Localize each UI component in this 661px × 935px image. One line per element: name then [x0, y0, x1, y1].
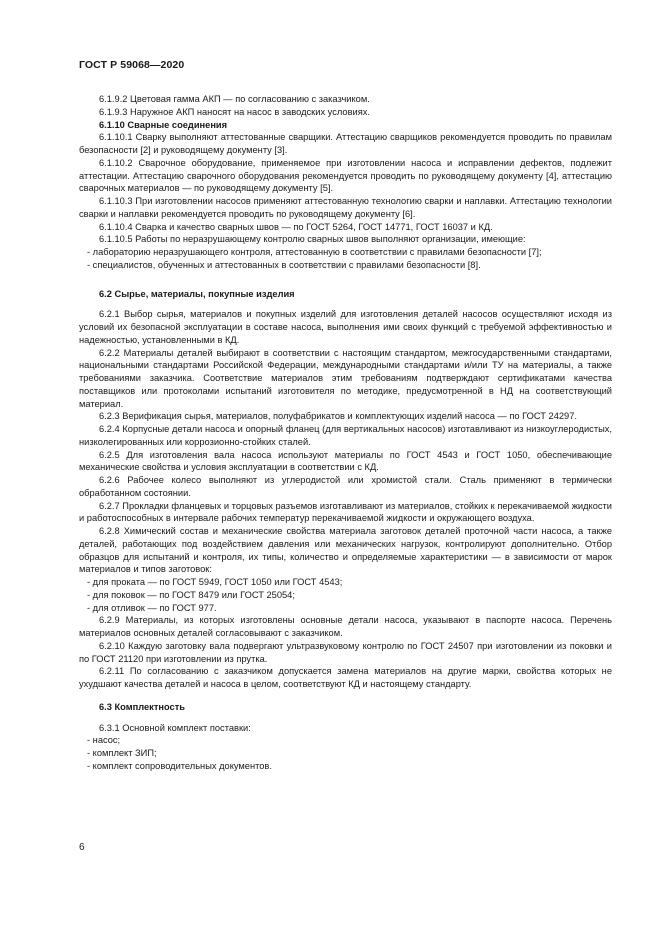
paragraph: 6.2.6 Рабочее колесо выполняют из углеродистой или хромистой стали. Сталь применяют в термически обработанном состоянии. — [79, 475, 612, 498]
paragraph: 6.1.10.5 Работы по неразрушающему контролю сварных швов выполняют организации, имеющие: — [99, 234, 526, 245]
subsection-heading: 6.1.10 Сварные соединения — [99, 119, 228, 130]
page-number: 6 — [79, 842, 85, 853]
paragraph: 6.2.4 Корпусные детали насоса и опорный фланец (для вертикальных насосов) изготавливают из низкоуглеродистых, низколегированных или коррозионно-стойких сталей. — [79, 424, 612, 447]
section-heading: 6.3 Комплектность — [99, 701, 186, 712]
paragraph: 6.2.3 Верификация сырья, материалов, полуфабрикатов и комплектующих изделий насоса — по ГОСТ 24297. — [99, 411, 577, 422]
paragraph: 6.2.11 По согласованию с заказчиком допускается замена материалов на другие марки, свойства которых не ухудшают качества деталей и насоса в целом, соответствуют КД и настоящему стандарту. — [79, 666, 612, 689]
list-item: - для поковок — по ГОСТ 8479 или ГОСТ 25054; — [87, 589, 295, 600]
paragraph: 6.2.5 Для изготовления вала насоса используют материалы по ГОСТ 4543 и ГОСТ 1050, обеспечивающие механические свойства и условия эксплуатации в соответствии с КД. — [79, 449, 612, 473]
paragraph: 6.3.1 Основной комплект поставки: — [99, 722, 251, 733]
list-item: - лабораторию неразрушающего контроля, аттестованную в соответствии с правилами безопасности [7]; — [87, 247, 542, 257]
list-item: - комплект ЗИП; — [87, 748, 157, 758]
list-item: - для проката — по ГОСТ 5949, ГОСТ 1050 или ГОСТ 4543; — [87, 577, 343, 587]
list-item: - для отливок — по ГОСТ 977. — [87, 602, 217, 613]
section-heading: 6.2 Сырье, материалы, покупные изделия — [99, 288, 295, 299]
standard-header: ГОСТ Р 59068—2020 — [79, 59, 185, 71]
paragraph: 6.2.10 Каждую заготовку вала подвергают ультразвуковому контролю по ГОСТ 24507 при изготовлении из поковки и по ГОСТ 21120 при изготовлении из прутка. — [79, 640, 612, 664]
paragraph: 6.2.1 Выбор сырья, материалов и покупных изделий для изготовления деталей насосов осуществляют исходя из условий их безопасной эксплуатации в составе насоса, выполнения ими своих функций с требуемой эффективностью и надежностью, установленными в КД. — [79, 309, 612, 345]
paragraph: 6.1.10.1 Сварку выполняют аттестованные сварщики. Аттестацию сварщиков рекомендуется проводить по правилам безопасности [2] и руководящему документу [3]. — [79, 132, 612, 155]
list-item: - комплект сопроводительных документов. — [87, 760, 272, 771]
list-item: - специалистов, обученных и аттестованных в соответствии с правилами безопасности [8]. — [87, 259, 481, 270]
paragraph: 6.2.7 Прокладки фланцевых и торцовых разъемов изготавливают из материалов, стойких к перекачиваемой жидкости и работоспособных в интервале рабочих температур перекачиваемой жидкости и окружающего воздуха. — [79, 500, 612, 524]
paragraph: 6.1.10.4 Сварка и качество сварных швов — по ГОСТ 5264, ГОСТ 14771, ГОСТ 16037 и КД. — [99, 221, 493, 232]
paragraph: 6.1.9.2 Цветовая гамма АКП — по согласованию с заказчиком. — [99, 94, 370, 104]
paragraph: 6.2.8 Химический состав и механические свойства материала заготовок деталей проточной части насоса, а также деталей, работающих под воздействием давления или механических нагрузок, контролируют дополнительно. Отбор образцов для испытаний и контроля, их типы, количество и определяемые характеристики — в зависимости от марок материалов и типов заготовок: — [79, 526, 612, 575]
list-item: - насос; — [87, 735, 121, 746]
section-spacer — [79, 272, 612, 278]
paragraph: 6.1.10.3 При изготовлении насосов применяют аттестованную технологию сварки и наплавки. Аттестацию технологии сварки и наплавки рекомендуется проводить по руководящему документу [6]. — [79, 196, 612, 219]
document-body — [79, 93, 612, 773]
paragraph: 6.1.9.3 Наружное АКП наносят на насос в заводских условиях. — [99, 106, 370, 117]
paragraph: 6.1.10.2 Сварочное оборудование, применяемое при изготовлении насоса и исправлении дефектов, подлежит аттестации. Аттестацию сварочного оборудования рекомендуется проводить по руководящему документу [4], аттестацию сварочных материалов — по руководящему документу [5]. — [79, 157, 612, 194]
paragraph: 6.2.2 Материалы деталей выбирают в соответствии с настоящим стандартом, межгосударственными стандартами, национальными стандартами Российской Федерации, международными стандартами и/или ТУ на материалы, а также требованиями заказчика. Соответствие материалов этим требованиям подтверждают сертификатами качества поставщиков или протоколами испытаний изготовителя по методике, предусмотренной в НД на соответствующий материал. — [79, 347, 612, 409]
paragraph: 6.2.9 Материалы, из которых изготовлены основные детали насоса, указывают в паспорте насоса. Перечень материалов основных деталей согласовывают с заказчиком. — [79, 615, 612, 638]
